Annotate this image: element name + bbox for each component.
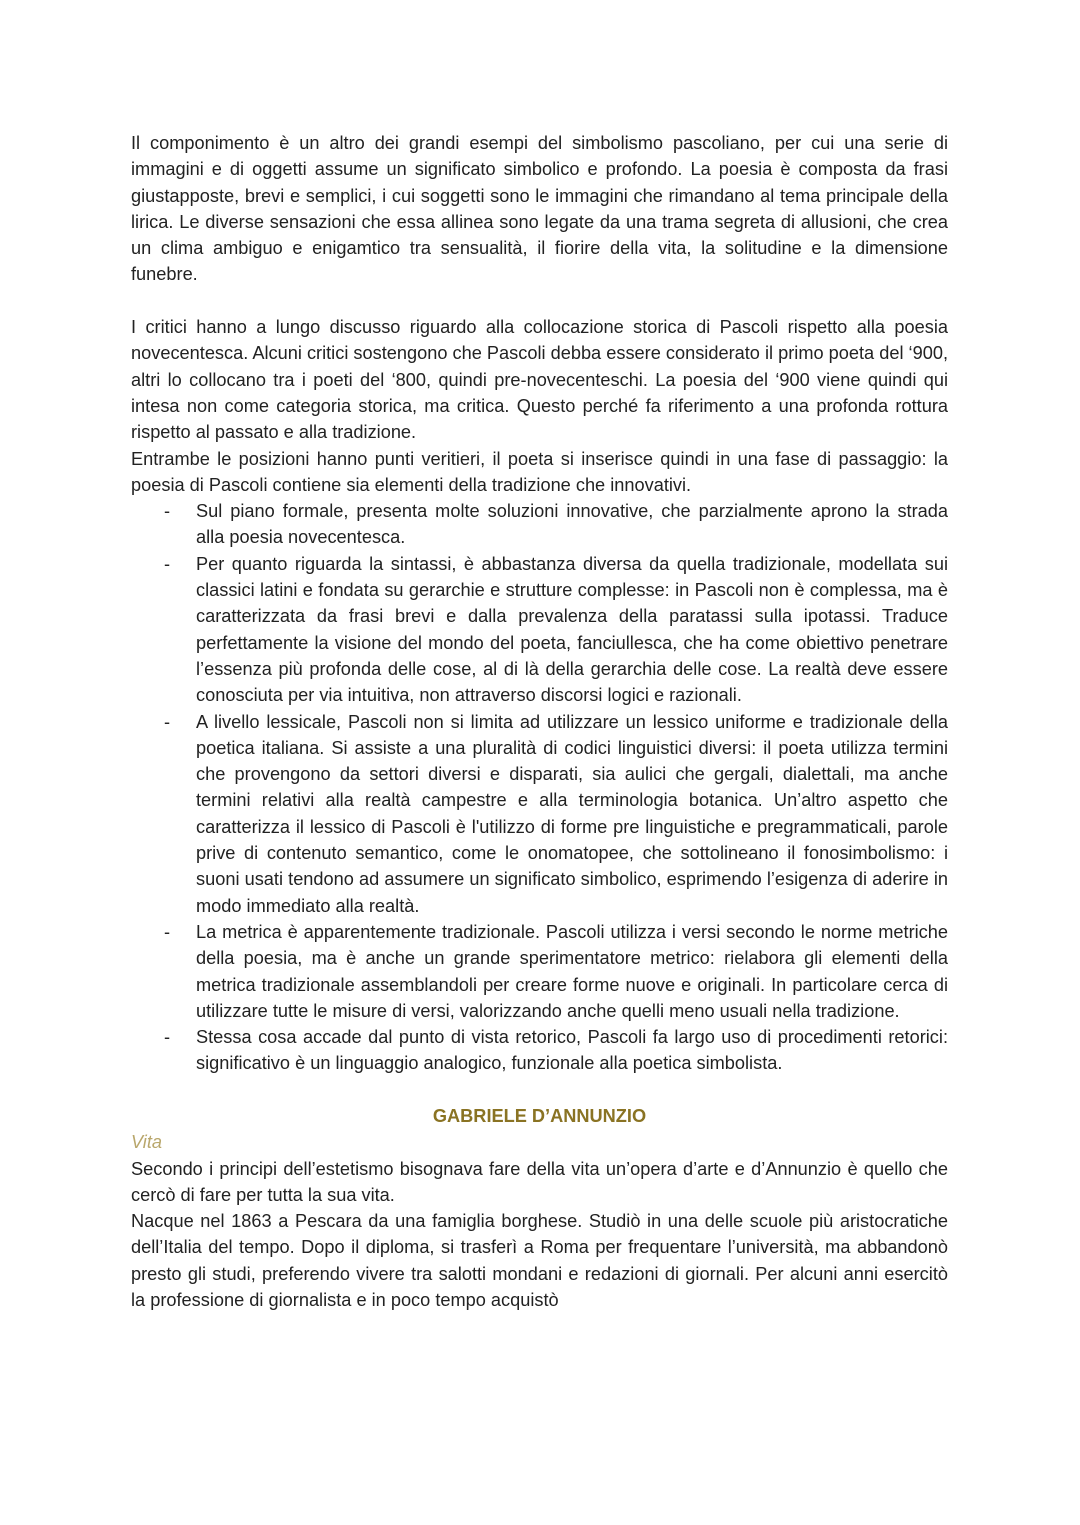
list-item-text: La metrica è apparentemente tradizionale. Pascoli utilizza i versi secondo le norme metriche della poesia, ma è anche un grande sperimentatore metrico: rielabora gli elementi della metrica tradizionale assemblandoli per creare forme nuove e originali. In particolare cerca di utilizzare tutte le misure di versi, valorizzando anche quelli meno usuali nella tradizione. xyxy=(196,921,948,1021)
document-page xyxy=(131,130,948,1313)
section-title: GABRIELE D’ANNUNZIO xyxy=(432,1105,647,1126)
list-item xyxy=(131,919,948,1024)
list-item xyxy=(131,498,948,551)
features-list xyxy=(131,498,948,1077)
bullet-dash: - xyxy=(164,711,171,732)
positions-paragraph: Entrambe le posizioni hanno punti veritieri, il poeta si inserisce quindi in una fase di passaggio: la poesia di Pascoli contiene sia elementi della tradizione che innovativi. xyxy=(131,448,948,495)
vita-paragraph-1: Secondo i principi dell’estetismo bisognava fare della vita un’opera d’arte e d’Annunzio è quello che cercò di fare per tutta la sua vita. xyxy=(131,1158,948,1205)
vita-paragraph-2: Nacque nel 1863 a Pescara da una famiglia borghese. Studiò in una delle scuole più aristocratiche dell’Italia del tempo. Dopo il diploma, si trasferì a Roma per frequentare l’università, ma abbandonò presto gli studi, preferendo vivere tra salotti mondani e redazioni di giornali. Per alcuni anni esercitò la professione di giornalista e in poco tempo acquistò xyxy=(131,1211,948,1311)
subheading-vita: Vita xyxy=(131,1132,163,1153)
list-item-text: Per quanto riguarda la sintassi, è abbastanza diversa da quella tradizionale, modellata sui classici latini e fondata su gerarchie e strutture complesse: in Pascoli non è complessa, ma è caratterizzata da frasi brevi e dalla prevalenza della paratassi sulla ipotassi. Traduce perfettamente la visione del mondo del poeta, fanciullesca, che ha come obiettivo penetrare l’essenza più profonda delle cose, al di là della gerarchia delle cose. La realtà deve essere conosciuta per via intuitiva, non attraverso discorsi logici e razionali. xyxy=(196,553,948,706)
list-item-text: Sul piano formale, presenta molte soluzioni innovative, che parzialmente aprono la strada alla poesia novecentesca. xyxy=(196,501,948,548)
bullet-dash: - xyxy=(164,501,171,522)
list-item xyxy=(131,709,948,919)
list-item xyxy=(131,1024,948,1077)
bullet-dash: - xyxy=(164,553,171,574)
list-item-text: Stessa cosa accade dal punto di vista retorico, Pascoli fa largo uso di procedimenti retorici: significativo è un linguaggio analogico, funzionale alla poetica simbolista. xyxy=(196,1027,948,1074)
list-item xyxy=(131,551,948,709)
bullet-dash: - xyxy=(164,921,171,942)
list-item-text: A livello lessicale, Pascoli non si limita ad utilizzare un lessico uniforme e tradizionale della poetica italiana. Si assiste a una pluralità di codici linguistici diversi: il poeta utilizza termini che provengono da settori diversi e disparati, sia aulici che gergali, dialettali, ma anche termini relativi alla realtà campestre e alla terminologia botanica. Un’altro aspetto che caratterizza il lessico di Pascoli è l'utilizzo di forme pre linguistiche e pregrammaticali, parole prive di contenuto semantico, come le onomatopee, che sottolineano il fonosimbolismo: i suoni usati tendono ad assumere un significato simbolico, esprimendo l’esigenza di aderire in modo immediato alla realtà. xyxy=(196,711,948,916)
intro-paragraph: Il componimento è un altro dei grandi esempi del simbolismo pascoliano, per cui una serie di immagini e di oggetti assume un significato simbolico e profondo. La poesia è composta da frasi giustapposte, brevi e semplici, i cui soggetti sono le immagini che rimandano al tema principale della lirica. Le diverse sensazioni che essa allinea sono legate da una trama segreta di allusioni, che crea un clima ambiguo e enigamtico tra sensualità, il fiorire della vita, la solitudine e la dimensione funebre. xyxy=(131,133,948,285)
paragraph-spacer xyxy=(131,288,948,314)
bullet-dash: - xyxy=(164,1027,171,1048)
critics-paragraph: I critici hanno a lungo discusso riguardo alla collocazione storica di Pascoli rispetto alla poesia novecentesca. Alcuni critici sostengono che Pascoli debba essere considerato il primo poeta del ‘900, altri lo collocano tra i poeti del ‘800, quindi pre-novecenteschi. La poesia del ‘900 viene quindi qui intesa non come categoria storica, ma critica. Questo perché fa riferimento a una profonda rottura rispetto al passato e alla tradizione. xyxy=(131,317,948,443)
